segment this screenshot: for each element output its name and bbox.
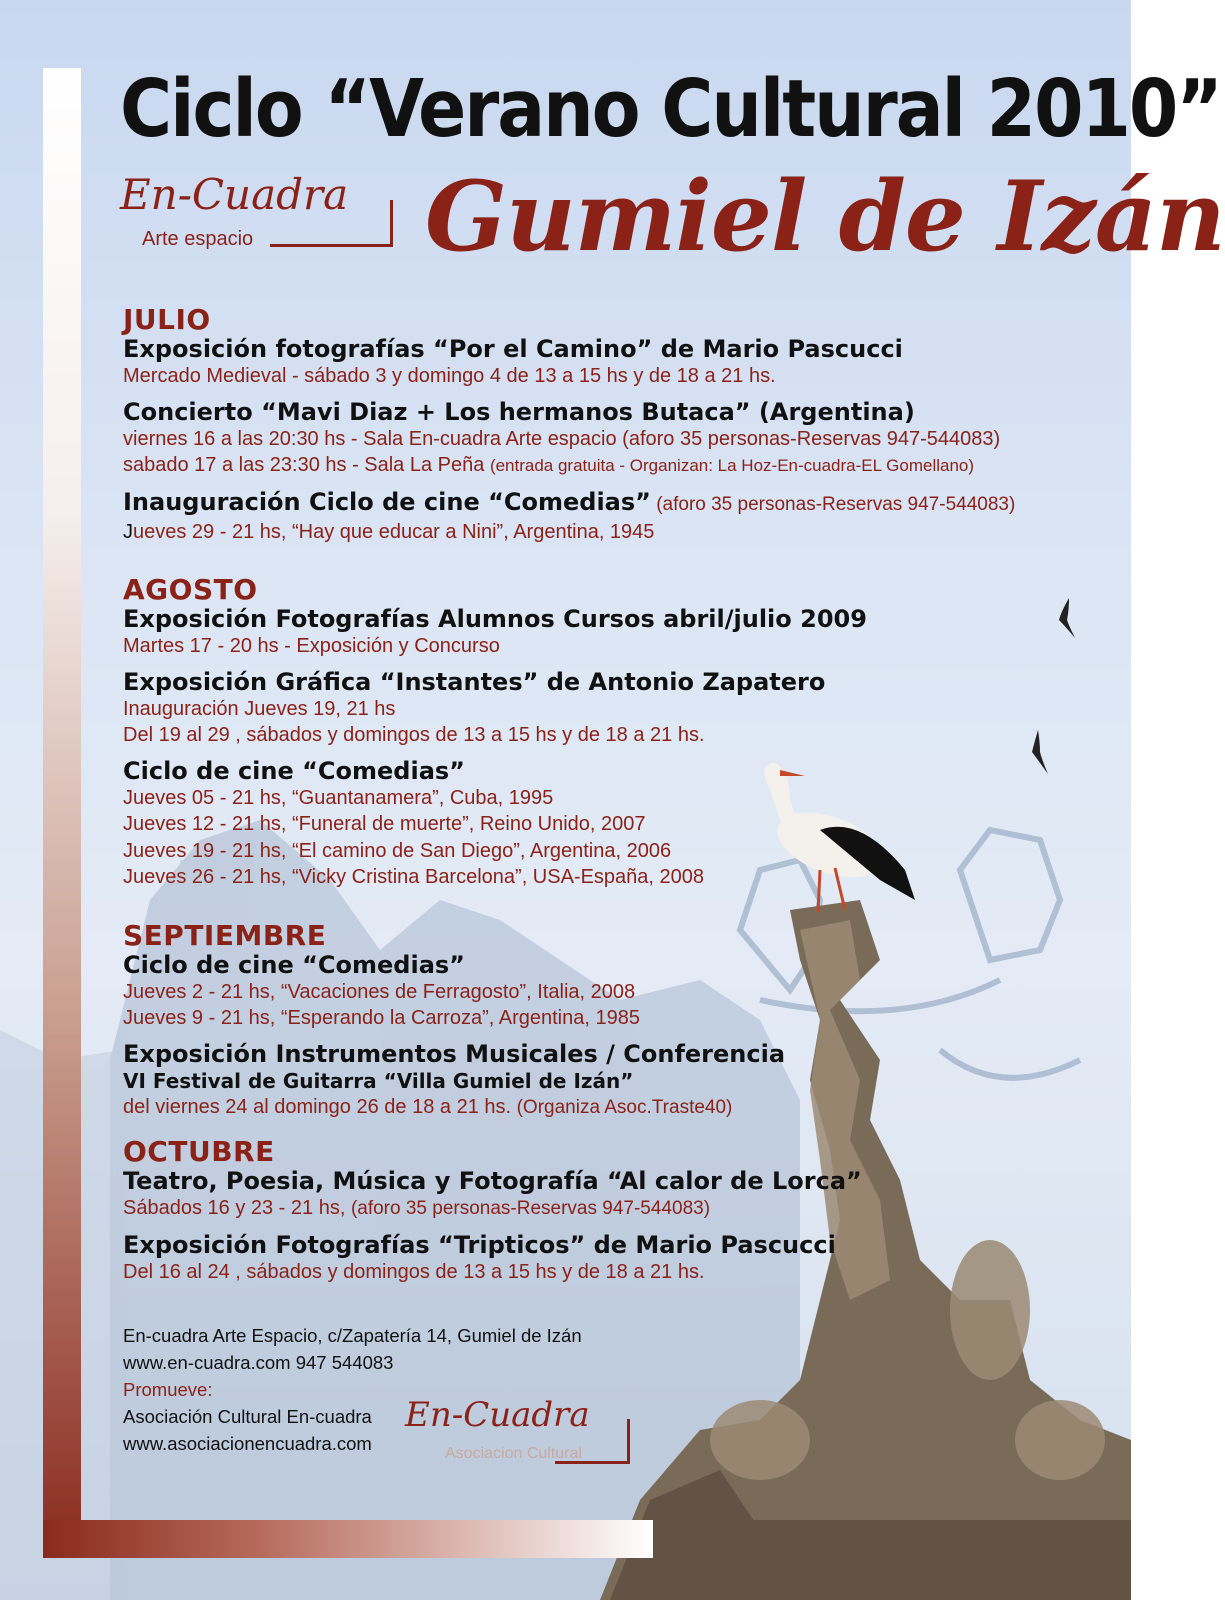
frame-left-bar	[43, 68, 81, 1558]
event-title	[123, 488, 1113, 519]
month-heading-julio: JULIO	[123, 303, 211, 336]
en-cuadra-association-logo	[405, 1395, 645, 1475]
logo-main-text: En-Cuadra	[405, 1395, 590, 1435]
month-heading-septiembre: SEPTIEMBRE	[123, 918, 327, 952]
event-detail-main: sabado 17 a las 23:30 hs - Sala La Peña	[123, 454, 490, 476]
event-detail: Jueves 2 - 21 hs, “Vacaciones de Ferragosto”, Italia, 2008	[123, 980, 636, 1003]
event-detail-text: ueves 29 - 21 hs, “Hay que educar a Nini”, Argentina, 1945	[133, 520, 655, 543]
event-title-text: Inauguración Ciclo de cine “Comedias”	[123, 487, 651, 516]
promoter-label: Promueve:	[123, 1379, 213, 1400]
event-title: Exposición Fotografías Alumnos Cursos abril/julio 2009	[123, 605, 867, 633]
month-heading-agosto: AGOSTO	[123, 573, 258, 606]
event-title: Exposición Gráfica “Instantes” de Antonio Zapatero	[123, 667, 826, 696]
event-detail	[123, 452, 1113, 480]
event-detail: Del 19 al 29 , sábados y domingos de 13 a 15 hs y de 18 a 21 hs.	[123, 724, 705, 746]
event-detail	[123, 519, 1113, 546]
event-subtitle: VI Festival de Guitarra “Villa Gumiel de Izán”	[123, 1068, 634, 1093]
event-detail: Mercado Medieval - sábado 3 y domingo 4 de 13 a 15 hs y de 18 a 21 hs.	[123, 365, 776, 387]
event-detail-initial: J	[123, 520, 133, 543]
event-title: Exposición Instrumentos Musicales / Conferencia	[123, 1039, 786, 1068]
event-detail-note: (entrada gratuita - Organizan: La Hoz-En-cuadra-EL Gomellano)	[489, 456, 975, 475]
program-content	[123, 305, 1113, 1285]
event-title-note: (aforo 35 personas-Reservas 947-544083)	[650, 493, 1016, 515]
logo-bracket	[555, 1419, 630, 1464]
en-cuadra-logo	[120, 170, 400, 260]
event-detail	[123, 1094, 1113, 1122]
event-detail: Jueves 05 - 21 hs, “Guantanamera”, Cuba, 1995	[123, 786, 554, 809]
town-name: Gumiel de Izán	[425, 160, 1225, 273]
event-detail: Jueves 9 - 21 hs, “Esperando la Carroza”, Argentina, 1985	[123, 1007, 640, 1029]
event-detail-main: del viernes 24 al domingo 26 de 18 a 21 hs.	[123, 1095, 517, 1118]
event-detail: Del 16 al 24 , sábados y domingos de 13 a 15 hs y de 18 a 21 hs.	[123, 1260, 705, 1283]
event-title: Concierto “Mavi Diaz + Los hermanos Butaca” (Argentina)	[123, 397, 915, 426]
event-title: Ciclo de cine “Comedias”	[123, 756, 465, 785]
frame-bottom-bar	[43, 1520, 653, 1558]
website-phone: www.en-cuadra.com 947 544083	[123, 1352, 394, 1373]
event-detail: Jueves 26 - 21 hs, “Vicky Cristina Barcelona”, USA-España, 2008	[123, 866, 705, 888]
event-detail: viernes 16 a las 20:30 hs - Sala En-cuadra Arte espacio (aforo 35 personas-Reservas 947-544083)	[123, 427, 1001, 450]
event-title: Ciclo de cine “Comedias”	[123, 950, 465, 979]
event-detail-main: Sábados 16 y 23 - 21 hs,	[123, 1197, 351, 1219]
event-detail-note: (Organiza Asoc.Traste40)	[516, 1096, 733, 1118]
event-title: Exposición fotografías “Por el Camino” de Mario Pascucci	[123, 335, 903, 363]
event-title: Exposición Fotografías “Tripticos” de Mario Pascucci	[123, 1230, 836, 1259]
logo-sub-text: Arte espacio	[142, 228, 254, 250]
association-website[interactable]: www.asociacionencuadra.com	[123, 1433, 372, 1454]
event-detail: Jueves 12 - 21 hs, “Funeral de muerte”, Reino Unido, 2007	[123, 813, 646, 835]
event-detail	[123, 1195, 1113, 1223]
month-heading-octubre: OCTUBRE	[123, 1135, 275, 1168]
logo-bracket	[270, 200, 393, 247]
event-detail: Jueves 19 - 21 hs, “El camino de San Diego”, Argentina, 2006	[123, 839, 672, 862]
event-detail-note: (aforo 35 personas-Reservas 947-544083)	[350, 1198, 711, 1219]
address: En-cuadra Arte Espacio, c/Zapatería 14, Gumiel de Izán	[123, 1325, 582, 1346]
logo-sub-text: Asociacion Cultural	[445, 1445, 582, 1462]
page-title: Ciclo “Verano Cultural 2010”	[120, 62, 1221, 155]
event-detail: Inauguración Jueves 19, 21 hs	[123, 697, 396, 720]
logo-main-text: En-Cuadra	[120, 170, 349, 219]
event-title: Teatro, Poesia, Música y Fotografía “Al calor de Lorca”	[123, 1167, 862, 1195]
association-name: Asociación Cultural En-cuadra	[123, 1406, 372, 1427]
event-detail: Martes 17 - 20 hs - Exposición y Concurso	[123, 635, 500, 657]
